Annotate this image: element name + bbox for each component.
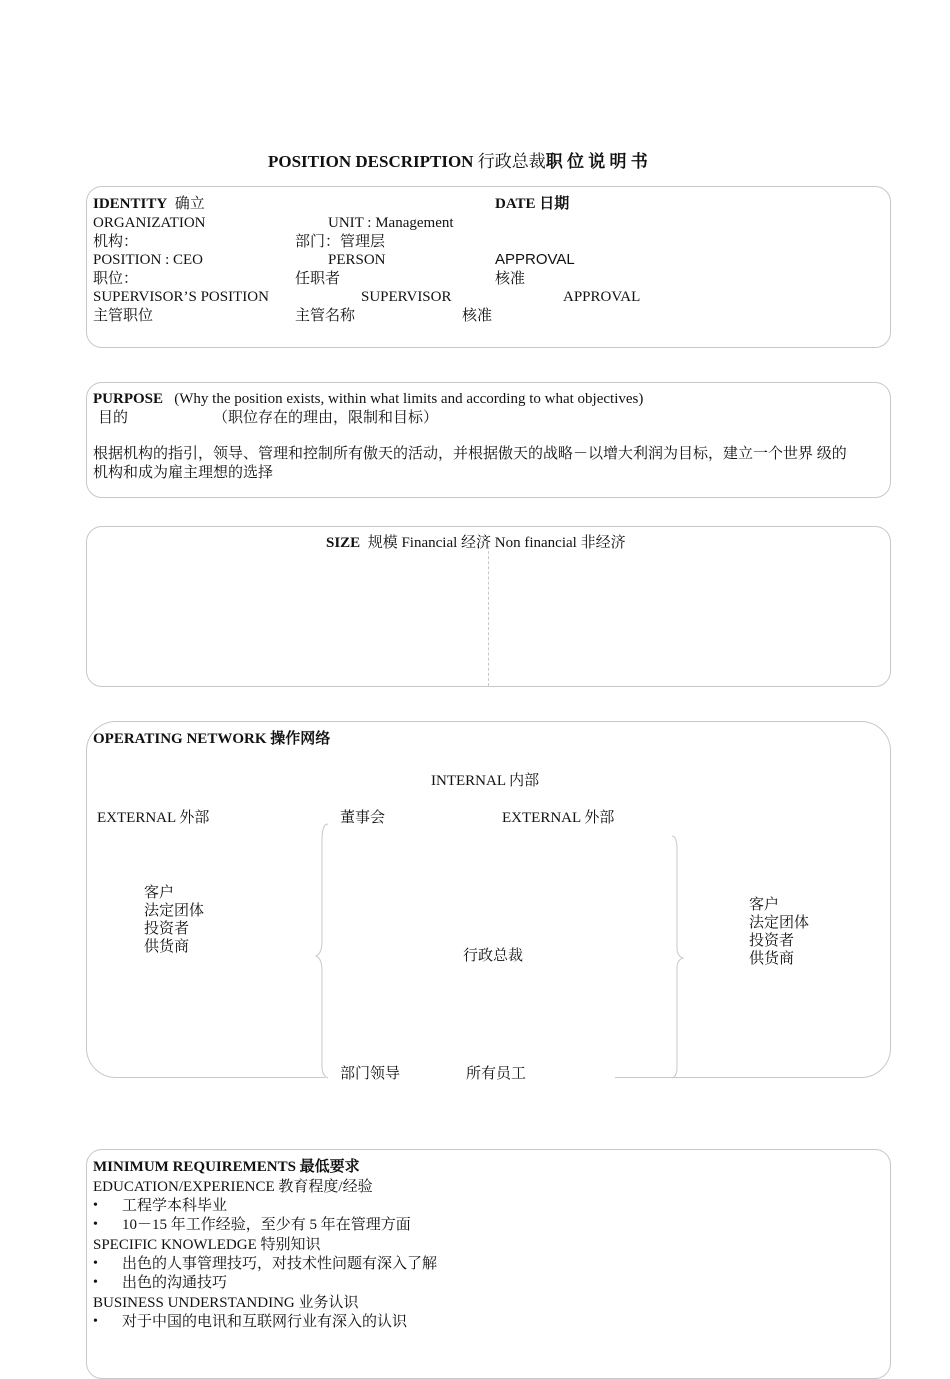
date-label: DATE 日期: [495, 196, 570, 212]
unit-label-en: UNIT : Management: [328, 215, 454, 231]
size-heading-en: SIZE: [326, 535, 361, 551]
purpose-heading: [93, 390, 643, 408]
purpose-desc-zh: （职位存在的理由，限制和目标）: [213, 410, 439, 426]
purpose-heading-zh: 目的: [98, 410, 129, 426]
person-label-en: PERSON: [328, 252, 386, 268]
purpose-text-line-1: 根据机构的指引，领导、管理和控制所有傲天的活动，并根据傲天的战略－以增大利润为目标，建立一个世界 级的: [93, 446, 847, 462]
right-list-item: 供货商: [749, 951, 795, 967]
education-heading: EDUCATION/EXPERIENCE 教育程度/经验: [93, 1179, 373, 1195]
title-en: POSITION DESCRIPTION: [268, 152, 474, 171]
knowledge-heading: SPECIFIC KNOWLEDGE 特别知识: [93, 1237, 321, 1253]
purpose-desc-en: (Why the position exists, within what limits and according to what objectives): [174, 391, 644, 407]
title-role: 行政总裁: [477, 152, 546, 171]
supervisor-approval-label-zh: 核准: [462, 308, 493, 324]
person-label-zh: 任职者: [295, 271, 341, 287]
requirements-heading: MINIMUM REQUIREMENTS 最低要求: [93, 1159, 360, 1175]
identity-heading-zh: 确立: [174, 196, 205, 212]
left-list-item: 法定团体: [144, 903, 205, 919]
supervisor-approval-label-en: APPROVAL: [563, 289, 641, 305]
page-title: [268, 153, 648, 171]
supervisor-label-zh: 主管名称: [295, 308, 356, 324]
left-list-item: 投资者: [144, 921, 190, 937]
right-list-item: 法定团体: [749, 915, 810, 931]
size-divider: [488, 546, 489, 686]
identity-heading: [93, 195, 205, 213]
title-doc: 职 位 说 明 书: [545, 152, 648, 171]
internal-label: INTERNAL 内部: [431, 773, 540, 789]
size-heading-text: 规模 Financial 经济 Non financial 非经济: [367, 535, 626, 551]
purpose-text-line-2: 机构和成为雇主理想的选择: [93, 465, 274, 481]
unit-label-zh: 部门：管理层: [295, 234, 386, 250]
right-list-item: 投资者: [749, 933, 795, 949]
external-label-left: EXTERNAL 外部: [97, 810, 210, 826]
knowledge-item: 出色的人事管理技巧，对技术性问题有深入了解: [122, 1256, 438, 1272]
center-role-label: 行政总裁: [463, 948, 524, 964]
identity-heading-en: IDENTITY: [93, 196, 168, 212]
supervisor-label-en: SUPERVISOR: [361, 289, 452, 305]
left-list-item: 客户: [144, 885, 175, 901]
organization-label-zh: 机构：: [93, 234, 139, 250]
dept-heads-label: 部门领导: [340, 1066, 401, 1082]
purpose-heading-en: PURPOSE: [93, 391, 164, 407]
right-list-item: 客户: [749, 897, 780, 913]
right-list: [749, 896, 809, 968]
education-item: 工程学本科毕业: [122, 1198, 228, 1214]
supervisor-position-label-en: SUPERVISOR’S POSITION: [93, 289, 269, 305]
left-list: [144, 884, 204, 956]
approval-label-en: APPROVAL: [495, 251, 575, 268]
size-heading: [326, 534, 626, 552]
approval-label-zh: 核准: [495, 271, 526, 287]
business-heading: BUSINESS UNDERSTANDING 业务认识: [93, 1295, 359, 1311]
board-label: 董事会: [340, 810, 386, 826]
operating-network-heading: OPERATING NETWORK 操作网络: [93, 731, 331, 747]
organization-label-en: ORGANIZATION: [93, 215, 206, 231]
knowledge-item: 出色的沟通技巧: [122, 1275, 228, 1291]
external-label-right: EXTERNAL 外部: [502, 810, 615, 826]
position-label-zh: 职位：: [93, 271, 139, 287]
business-item: 对于中国的电讯和互联网行业有深入的认识: [122, 1314, 408, 1330]
all-staff-label: 所有员工: [466, 1066, 527, 1082]
position-label-en: POSITION : CEO: [93, 252, 204, 268]
left-list-item: 供货商: [144, 939, 190, 955]
education-item: 10－15 年工作经验，至少有 5 年在管理方面: [122, 1217, 411, 1233]
supervisor-position-label-zh: 主管职位: [93, 308, 154, 324]
